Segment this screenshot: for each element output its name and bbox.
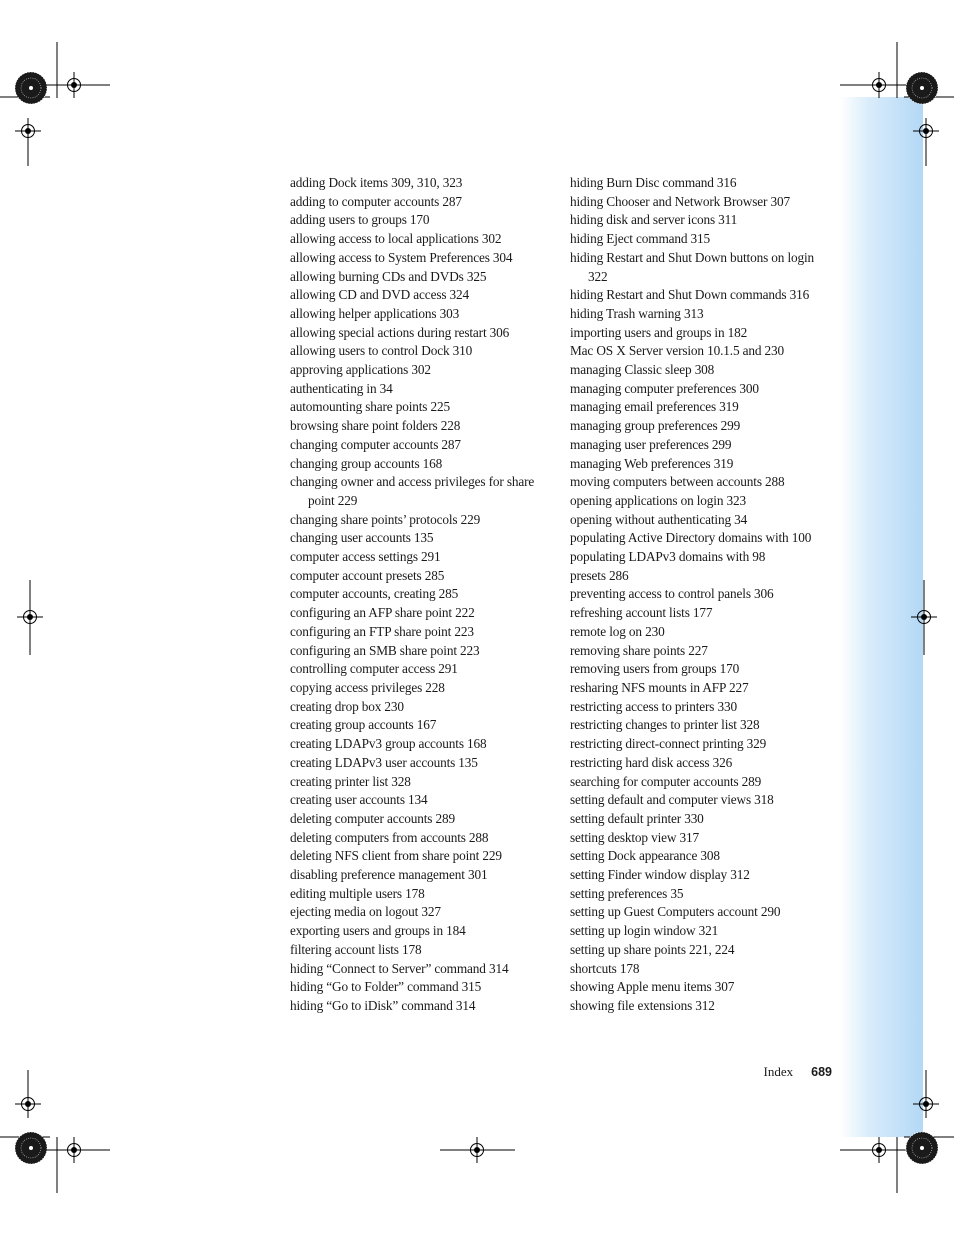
index-entry: creating LDAPv3 user accounts 135 [290, 754, 478, 770]
index-entry: hiding “Go to iDisk” command 314 [290, 997, 476, 1013]
index-entry: controlling computer access 291 [290, 661, 458, 677]
index-entry: creating printer list 328 [290, 773, 411, 789]
index-entry: setting default printer 330 [570, 810, 704, 826]
index-entry: Mac OS X Server version 10.1.5 and 230 [570, 343, 785, 359]
index-entry: shortcuts 178 [570, 960, 640, 976]
index-entry: hiding “Connect to Server” command 314 [290, 960, 509, 976]
index-entry: configuring an FTP share point 223 [290, 623, 474, 639]
index-entry: allowing helper applications 303 [290, 305, 460, 321]
index-entry: automounting share points 225 [290, 399, 450, 415]
index-entry: hiding Restart and Shut Down buttons on login 322 [570, 249, 815, 284]
registration-mark-bottom-left [61, 1137, 87, 1163]
index-entry: managing group preferences 299 [570, 418, 741, 434]
registration-mark-mid-right [911, 604, 937, 630]
registration-mark-lower-left [15, 1091, 41, 1117]
index-entry: searching for computer accounts 289 [570, 773, 762, 789]
index-entry: removing share points 227 [570, 642, 708, 658]
index-entry: hiding disk and server icons 311 [570, 212, 738, 228]
index-entry: changing share points’ protocols 229 [290, 511, 481, 527]
page-number: 689 [811, 1065, 832, 1079]
index-column-left [290, 174, 560, 1016]
index-entry: filtering account lists 178 [290, 941, 422, 957]
index-entry: allowing access to local applications 302 [290, 231, 502, 247]
index-entry: preventing access to control panels 306 [570, 586, 774, 602]
index-entry: managing user preferences 299 [570, 436, 732, 452]
index-entry: setting Dock appearance 308 [570, 848, 720, 864]
index-entry: setting Finder window display 312 [570, 867, 750, 883]
index-entry: creating drop box 230 [290, 698, 404, 714]
index-entry: refreshing account lists 177 [570, 605, 713, 621]
index-entry: moving computers between accounts 288 [570, 474, 785, 490]
index-entry: changing owner and access privileges for share point 229 [290, 474, 535, 508]
index-entry: resharing NFS mounts in AFP 227 [570, 679, 749, 695]
index-entry: deleting NFS client from share point 229 [290, 848, 502, 864]
index-entry: populating Active Directory domains with 100 [570, 530, 812, 546]
index-entry: hiding Restart and Shut Down commands 316 [570, 287, 810, 303]
index-entry: browsing share point folders 228 [290, 418, 461, 434]
index-entry: computer access settings 291 [290, 549, 441, 565]
starburst-top-left [15, 72, 47, 104]
index-entry: presets 286 [570, 567, 629, 583]
registration-mark-upper-right [913, 118, 939, 144]
registration-mark-top-right [866, 72, 892, 98]
index-entry: deleting computers from accounts 288 [290, 829, 489, 845]
index-entry: copying access privileges 228 [290, 679, 445, 695]
index-entry: restricting access to printers 330 [570, 698, 737, 714]
starburst-top-right [906, 72, 938, 104]
index-entry: authenticating in 34 [290, 380, 393, 396]
index-entry: remote log on 230 [570, 623, 665, 639]
index-entry: restricting direct-connect printing 329 [570, 736, 767, 752]
starburst-bottom-left [15, 1132, 47, 1164]
index-entry: populating LDAPv3 domains with 98 [570, 549, 766, 565]
index-entry: adding users to groups 170 [290, 212, 430, 228]
index-entry: changing computer accounts 287 [290, 436, 461, 452]
index-entry: managing Web preferences 319 [570, 455, 734, 471]
registration-mark-lower-right [913, 1091, 939, 1117]
index-entry: approving applications 302 [290, 362, 431, 378]
index-entry: hiding Chooser and Network Browser 307 [570, 193, 790, 209]
index-entry: editing multiple users 178 [290, 885, 425, 901]
index-entry: setting desktop view 317 [570, 829, 699, 845]
index-entry: adding Dock items 309, 310, 323 [290, 175, 463, 190]
registration-mark-bottom-right [866, 1137, 892, 1163]
index-entry: managing email preferences 319 [570, 399, 739, 415]
starburst-bottom-right [906, 1132, 938, 1164]
index-entry: restricting hard disk access 326 [570, 754, 733, 770]
index-entry: setting default and computer views 318 [570, 792, 774, 808]
registration-mark-top-left [61, 72, 87, 98]
index-entry: adding to computer accounts 287 [290, 193, 462, 209]
index-entry: allowing access to System Preferences 304 [290, 249, 513, 265]
index-entry: allowing users to control Dock 310 [290, 343, 473, 359]
registration-mark-mid-left [17, 604, 43, 630]
index-entry: hiding Eject command 315 [570, 231, 711, 247]
index-entry: allowing burning CDs and DVDs 325 [290, 268, 487, 284]
index-entry: disabling preference management 301 [290, 867, 488, 883]
footer-section-label: Index [763, 1064, 794, 1079]
index-entry: configuring an AFP share point 222 [290, 605, 475, 621]
index-entry: changing group accounts 168 [290, 455, 443, 471]
index-entry: allowing CD and DVD access 324 [290, 287, 470, 303]
index-entry: hiding “Go to Folder” command 315 [290, 979, 482, 995]
index-entry: showing file extensions 312 [570, 997, 715, 1013]
index-entry: computer accounts, creating 285 [290, 586, 459, 602]
index-entry: computer account presets 285 [290, 567, 445, 583]
index-entry: ejecting media on logout 327 [290, 904, 441, 920]
index-entry: showing Apple menu items 307 [570, 979, 735, 995]
index-entry: creating LDAPv3 group accounts 168 [290, 736, 487, 752]
index-column-right [570, 174, 825, 1016]
index-entry: removing users from groups 170 [570, 661, 740, 677]
index-entry: setting preferences 35 [570, 885, 684, 901]
index-entry: changing user accounts 135 [290, 530, 434, 546]
index-entry: hiding Trash warning 313 [570, 305, 704, 321]
index-entry: creating group accounts 167 [290, 717, 437, 733]
index-entry: configuring an SMB share point 223 [290, 642, 480, 658]
index-entry: allowing special actions during restart 306 [290, 324, 510, 340]
index-entry: setting up share points 221, 224 [570, 941, 735, 957]
index-entry: managing computer preferences 300 [570, 380, 759, 396]
index-entry: hiding Burn Disc command 316 [570, 175, 737, 190]
index-entry: deleting computer accounts 289 [290, 810, 455, 826]
registration-mark-bottom-center [464, 1137, 490, 1163]
index-entry: managing Classic sleep 308 [570, 362, 715, 378]
index-entry: creating user accounts 134 [290, 792, 428, 808]
index-entry: opening without authenticating 34 [570, 511, 748, 527]
index-entry: importing users and groups in 182 [570, 324, 748, 340]
index-entry: opening applications on login 323 [570, 492, 747, 508]
registration-mark-upper-left [15, 118, 41, 144]
index-entry: setting up login window 321 [570, 923, 719, 939]
index-entry: setting up Guest Computers account 290 [570, 904, 781, 920]
page-footer [764, 1064, 832, 1080]
index-entry: exporting users and groups in 184 [290, 923, 466, 939]
index-entry: restricting changes to printer list 328 [570, 717, 760, 733]
